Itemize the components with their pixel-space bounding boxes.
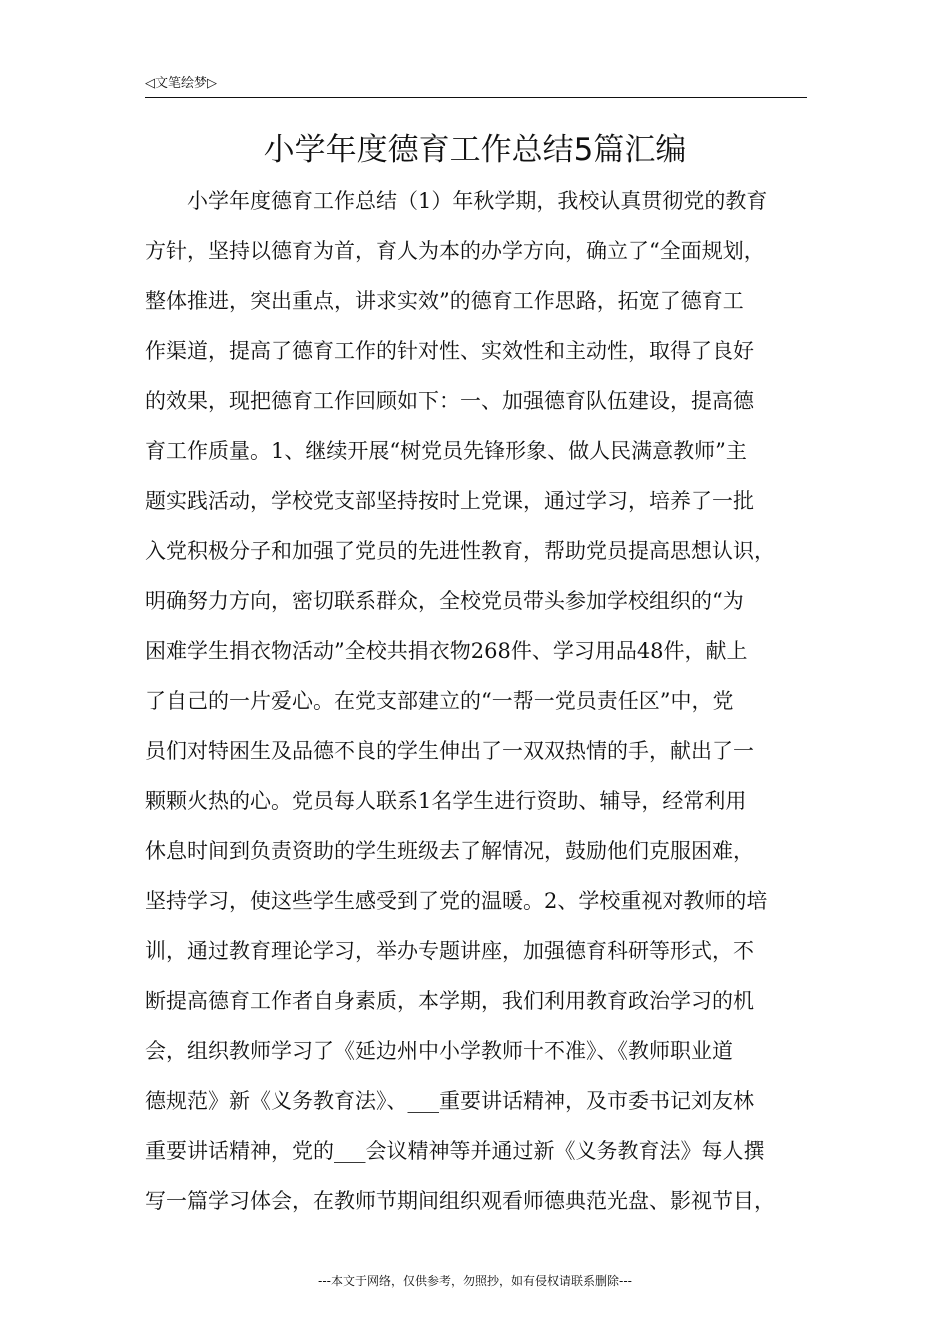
body-line: 的效果，现把德育工作回顾如下：一、加强德育队伍建设，提高德: [145, 389, 754, 413]
page-header-text: ◁文笔绘梦▷: [145, 76, 217, 91]
document-body: [145, 176, 825, 1226]
body-line: 作渠道，提高了德育工作的针对性、实效性和主动性，取得了良好: [145, 339, 754, 363]
body-line: 写一篇学习体会，在教师节期间组织观看师德典范光盘、影视节目，: [145, 1189, 775, 1213]
body-line: 休息时间到负责资助的学生班级去了解情况，鼓励他们克服困难，: [145, 839, 754, 863]
body-line: 重要讲话精神，党的___会议精神等并通过新《义务教育法》每人撰: [145, 1139, 765, 1163]
body-line: 颗颗火热的心。党员每人联系1名学生进行资助、辅导，经常利用: [145, 789, 747, 813]
body-line: 明确努力方向，密切联系群众，全校党员带头参加学校组织的“为: [145, 589, 744, 613]
body-line: 困难学生捐衣物活动”全校共捐衣物268件、学习用品48件，献上: [145, 639, 748, 663]
body-line: 会，组织教师学习了《延边州中小学教师十不准》、《教师职业道: [145, 1039, 733, 1063]
page-footer-disclaimer: ---本文于网络，仅供参考，勿照抄，如有侵权请联系删除---: [318, 1274, 632, 1288]
body-line: 入党积极分子和加强了党员的先进性教育，帮助党员提高思想认识，: [145, 539, 775, 563]
body-line: 德规范》新《义务教育法》、___重要讲话精神，及市委书记刘友林: [145, 1089, 754, 1113]
body-line: 训，通过教育理论学习，举办专题讲座，加强德育科研等形式，不: [145, 939, 754, 963]
body-line: 了自己的一片爱心。在党支部建立的“一帮一党员责任区”中，党: [145, 689, 734, 713]
body-line: 断提高德育工作者自身素质，本学期，我们利用教育政治学习的机: [145, 989, 754, 1013]
body-line: 方针，坚持以德育为首，育人为本的办学方向，确立了“全面规划，: [145, 239, 765, 263]
header-divider: [145, 97, 807, 98]
body-line: 坚持学习，使这些学生感受到了党的温暖。2、学校重视对教师的培: [145, 889, 768, 913]
body-line: 员们对特困生及品德不良的学生伸出了一双双热情的手，献出了一: [145, 739, 754, 763]
body-line: 育工作质量。1、继续开展“树党员先锋形象、做人民满意教师”主: [145, 439, 747, 463]
body-line: 小学年度德育工作总结（1）年秋学期，我校认真贯彻党的教育: [187, 189, 768, 213]
body-line: 整体推进，突出重点，讲求实效”的德育工作思路，拓宽了德育工: [145, 289, 744, 313]
body-line: 题实践活动，学校党支部坚持按时上党课，通过学习，培养了一批: [145, 489, 754, 513]
document-title: 小学年度德育工作总结5篇汇编: [263, 132, 687, 168]
